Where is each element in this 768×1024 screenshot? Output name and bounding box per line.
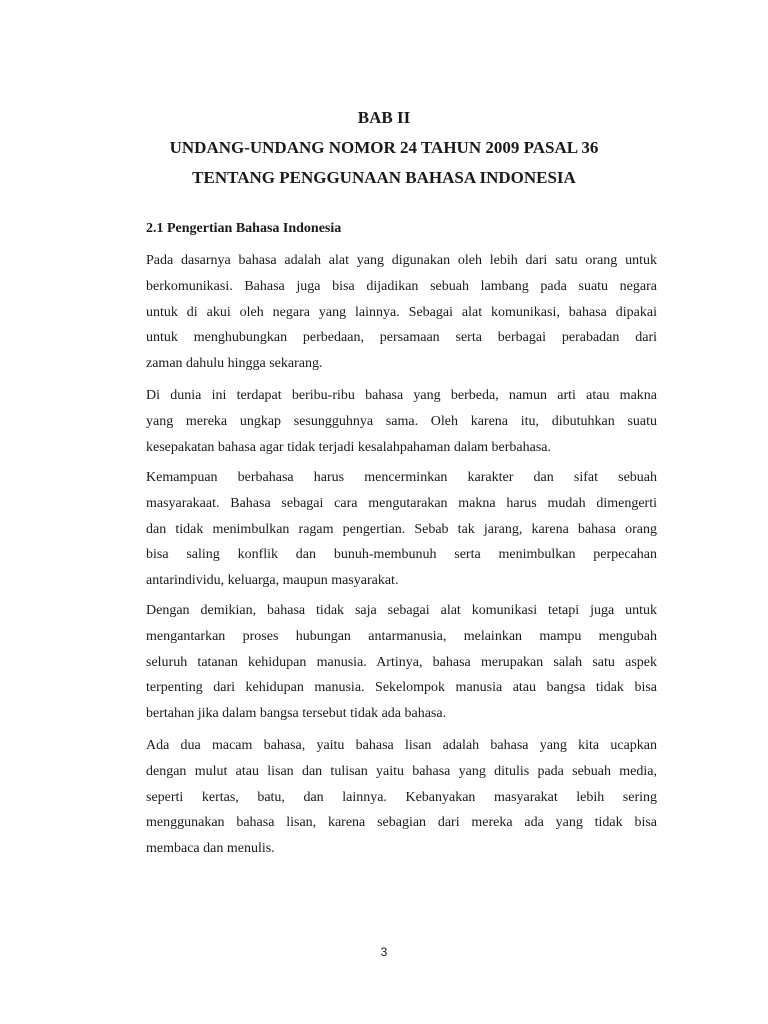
paragraph-line: menggunakan bahasa lisan, karena sebagian dari mereka ada yang tidak bisa: [146, 815, 657, 831]
paragraph-4: [146, 598, 657, 727]
paragraph-line: mengantarkan proses hubungan antarmanusia, melainkan mampu mengubah: [146, 628, 657, 644]
paragraph-line: Kemampuan berbahasa harus mencerminkan karakter dan sifat sebuah: [146, 470, 657, 485]
paragraph-line: kesepakatan bahasa agar tidak terjadi kesalahpahaman dalam berbahasa.: [146, 439, 552, 455]
chapter-header: [0, 103, 768, 193]
paragraph-3: [146, 465, 657, 594]
section-heading: 2.1 Pengertian Bahasa Indonesia: [146, 221, 342, 236]
chapter-title-line-2: TENTANG PENGGUNAAN BAHASA INDONESIA: [192, 168, 576, 187]
paragraph-line: masyarakaat. Bahasa sebagai cara mengutarakan makna harus mudah dimengerti: [146, 495, 657, 511]
chapter-label: BAB II: [357, 108, 411, 127]
paragraph-line: untuk di akui oleh negara yang lainnya. Sebagai alat komunikasi, bahasa dipakai: [146, 304, 657, 320]
paragraph-2: [146, 383, 657, 460]
page-number: 3: [380, 945, 388, 959]
paragraph-line: antarindividu, keluarga, maupun masyarakat.: [146, 573, 399, 589]
paragraph-line: yang mereka ungkap sesungguhnya sama. Oleh karena itu, dibutuhkan suatu: [146, 413, 657, 429]
chapter-title-line-1: UNDANG-UNDANG NOMOR 24 TAHUN 2009 PASAL 36: [169, 138, 599, 157]
paragraph-line: untuk menghubungkan perbedaan, persamaan serta berbagai perabadan dari: [146, 330, 657, 346]
paragraph-line: membaca dan menulis.: [146, 841, 275, 857]
paragraph-line: Ada dua macam bahasa, yaitu bahasa lisan adalah bahasa yang kita ucapkan: [146, 738, 657, 753]
paragraph-line: zaman dahulu hingga sekarang.: [146, 356, 323, 372]
paragraph-line: dan tidak menimbulkan ragam pengertian. Sebab tak jarang, karena bahasa orang: [146, 521, 657, 537]
paragraph-line: bertahan jika dalam bangsa tersebut tidak ada bahasa.: [146, 706, 447, 722]
paragraph-line: dengan mulut atau lisan dan tulisan yaitu bahasa yang ditulis pada sebuah media,: [146, 763, 657, 779]
paragraph-5: [146, 733, 657, 862]
paragraph-line: seperti kertas, batu, dan lainnya. Kebanyakan masyarakat lebih sering: [146, 789, 657, 805]
paragraph-line: bisa saling konflik dan bunuh-membunuh serta menimbulkan perpecahan: [146, 547, 657, 563]
paragraph-line: berkomunikasi. Bahasa juga bisa dijadikan sebuah lambang pada suatu negara: [146, 278, 657, 294]
paragraph-line: seluruh tatanan kehidupan manusia. Artinya, bahasa merupakan salah satu aspek: [146, 654, 657, 670]
paragraph-line: Dengan demikian, bahasa tidak saja sebagai alat komunikasi tetapi juga untuk: [146, 603, 657, 618]
paragraph-line: terpenting dari kehidupan manusia. Sekelompok manusia atau bangsa tidak bisa: [146, 680, 657, 696]
paragraph-1: [146, 248, 657, 377]
paragraph-line: Pada dasarnya bahasa adalah alat yang digunakan oleh lebih dari satu orang untuk: [146, 253, 657, 268]
paragraph-line: Di dunia ini terdapat beribu-ribu bahasa yang berbeda, namun arti atau makna: [146, 388, 657, 403]
